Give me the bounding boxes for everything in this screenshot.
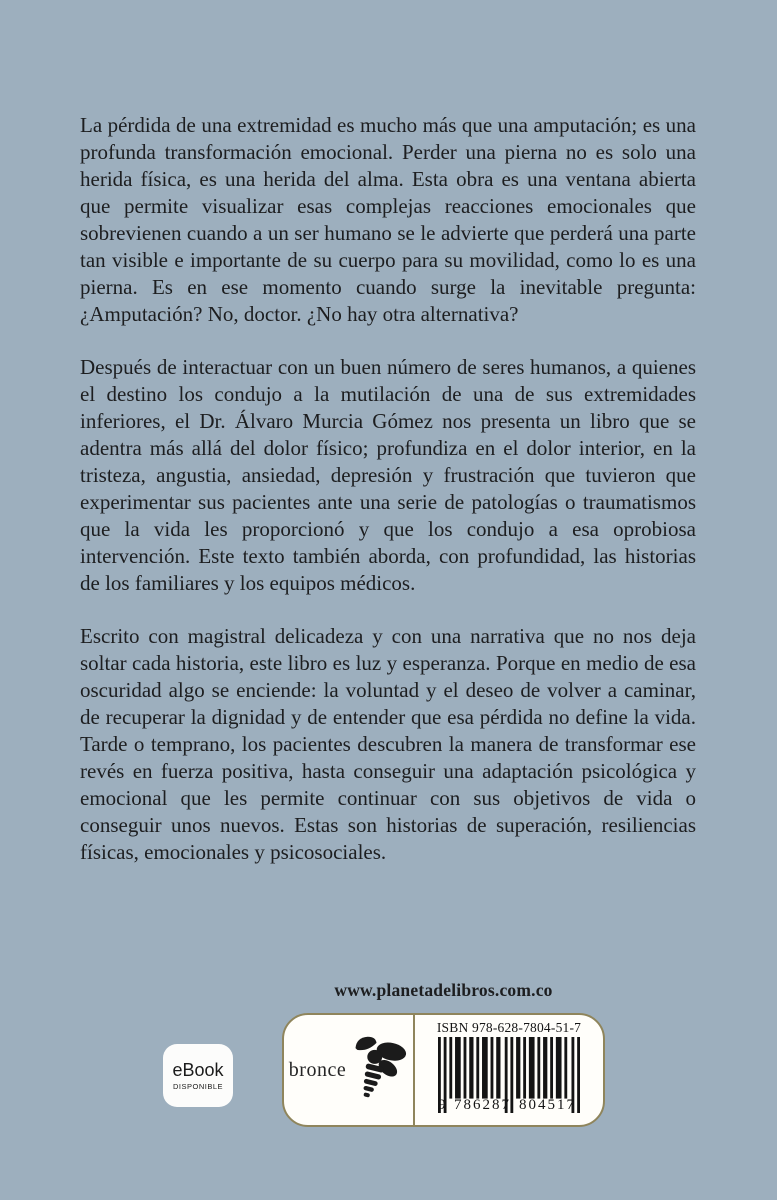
synopsis-paragraph-1: La pérdida de una extremidad es mucho más que una amputación; es una profunda transformación emocional. Perder una pierna no es solo una herida física, es una herida del alma. Esta obra es una ventana abierta que permite visualizar esas complejas reacciones emocionales que sobrevienen cuando a un ser humano se le advierte que perderá una parte tan visible e importante de su cuerpo para su movilidad, como lo es una pierna. Es en ese momento cuando surge la inevitable pregunta: ¿Amputación? No, doctor. ¿No hay otra alternativa? bbox=[80, 113, 696, 326]
ebook-availability-label: DISPONIBLE bbox=[172, 1081, 223, 1091]
publisher-isbn-box bbox=[282, 1013, 605, 1127]
ebook-available-badge bbox=[163, 1044, 233, 1107]
ebook-label: eBook bbox=[172, 1059, 224, 1080]
barcode-digit-group-1: 786287 bbox=[454, 1097, 511, 1113]
barcode-digit-lead: 9 bbox=[438, 1097, 446, 1113]
isbn-section bbox=[415, 1015, 603, 1125]
synopsis-paragraph-2: Después de interactuar con un buen número de seres humanos, a quienes el destino los condujo a la mutilación de una de sus extremidades inferiores, el Dr. Álvaro Murcia Gómez nos presenta un libro que se adentra más allá del dolor físico; profundiza en el dolor interior, en la tristeza, angustia, ansiedad, depresión y frustración que tuvieron que experimentar sus pacientes ante una serie de patologías o traumatismos que la vida les proporcionó y que los condujo a esa oprobiosa intervención. Este texto también aborda, con profundidad, las historias de los familiares y los equipos médicos. bbox=[80, 355, 696, 595]
synopsis-text bbox=[80, 112, 696, 892]
barcode-digit-group-2: 804517 bbox=[519, 1097, 576, 1113]
publisher-name: bronce bbox=[288, 1058, 347, 1081]
isbn-number: ISBN 978-628-7804-51-7 bbox=[436, 1020, 582, 1035]
publisher-website-url: www.planetadelibros.com.co bbox=[334, 980, 553, 1000]
barcode-digits bbox=[438, 1098, 580, 1113]
bee-icon bbox=[352, 1031, 408, 1109]
synopsis-paragraph-3: Escrito con magistral delicadeza y con una narrativa que no nos deja soltar cada historia, este libro es luz y esperanza. Porque en medio de esa oscuridad algo se enciende: la voluntad y el deseo de volver a caminar, de recuperar la dignidad y de entender que esa pérdida no define la vida. Tarde o temprano, los pacientes descubren la manera de transformar ese revés en fuerza positiva, hasta conseguir una adaptación psicológica y emocional que les permite continuar con sus objetivos de vida o conseguir unos nuevos. Estas son historias de superación, resiliencias físicas, emocionales y psicosociales. bbox=[80, 624, 696, 864]
publisher-logo bbox=[284, 1015, 413, 1125]
